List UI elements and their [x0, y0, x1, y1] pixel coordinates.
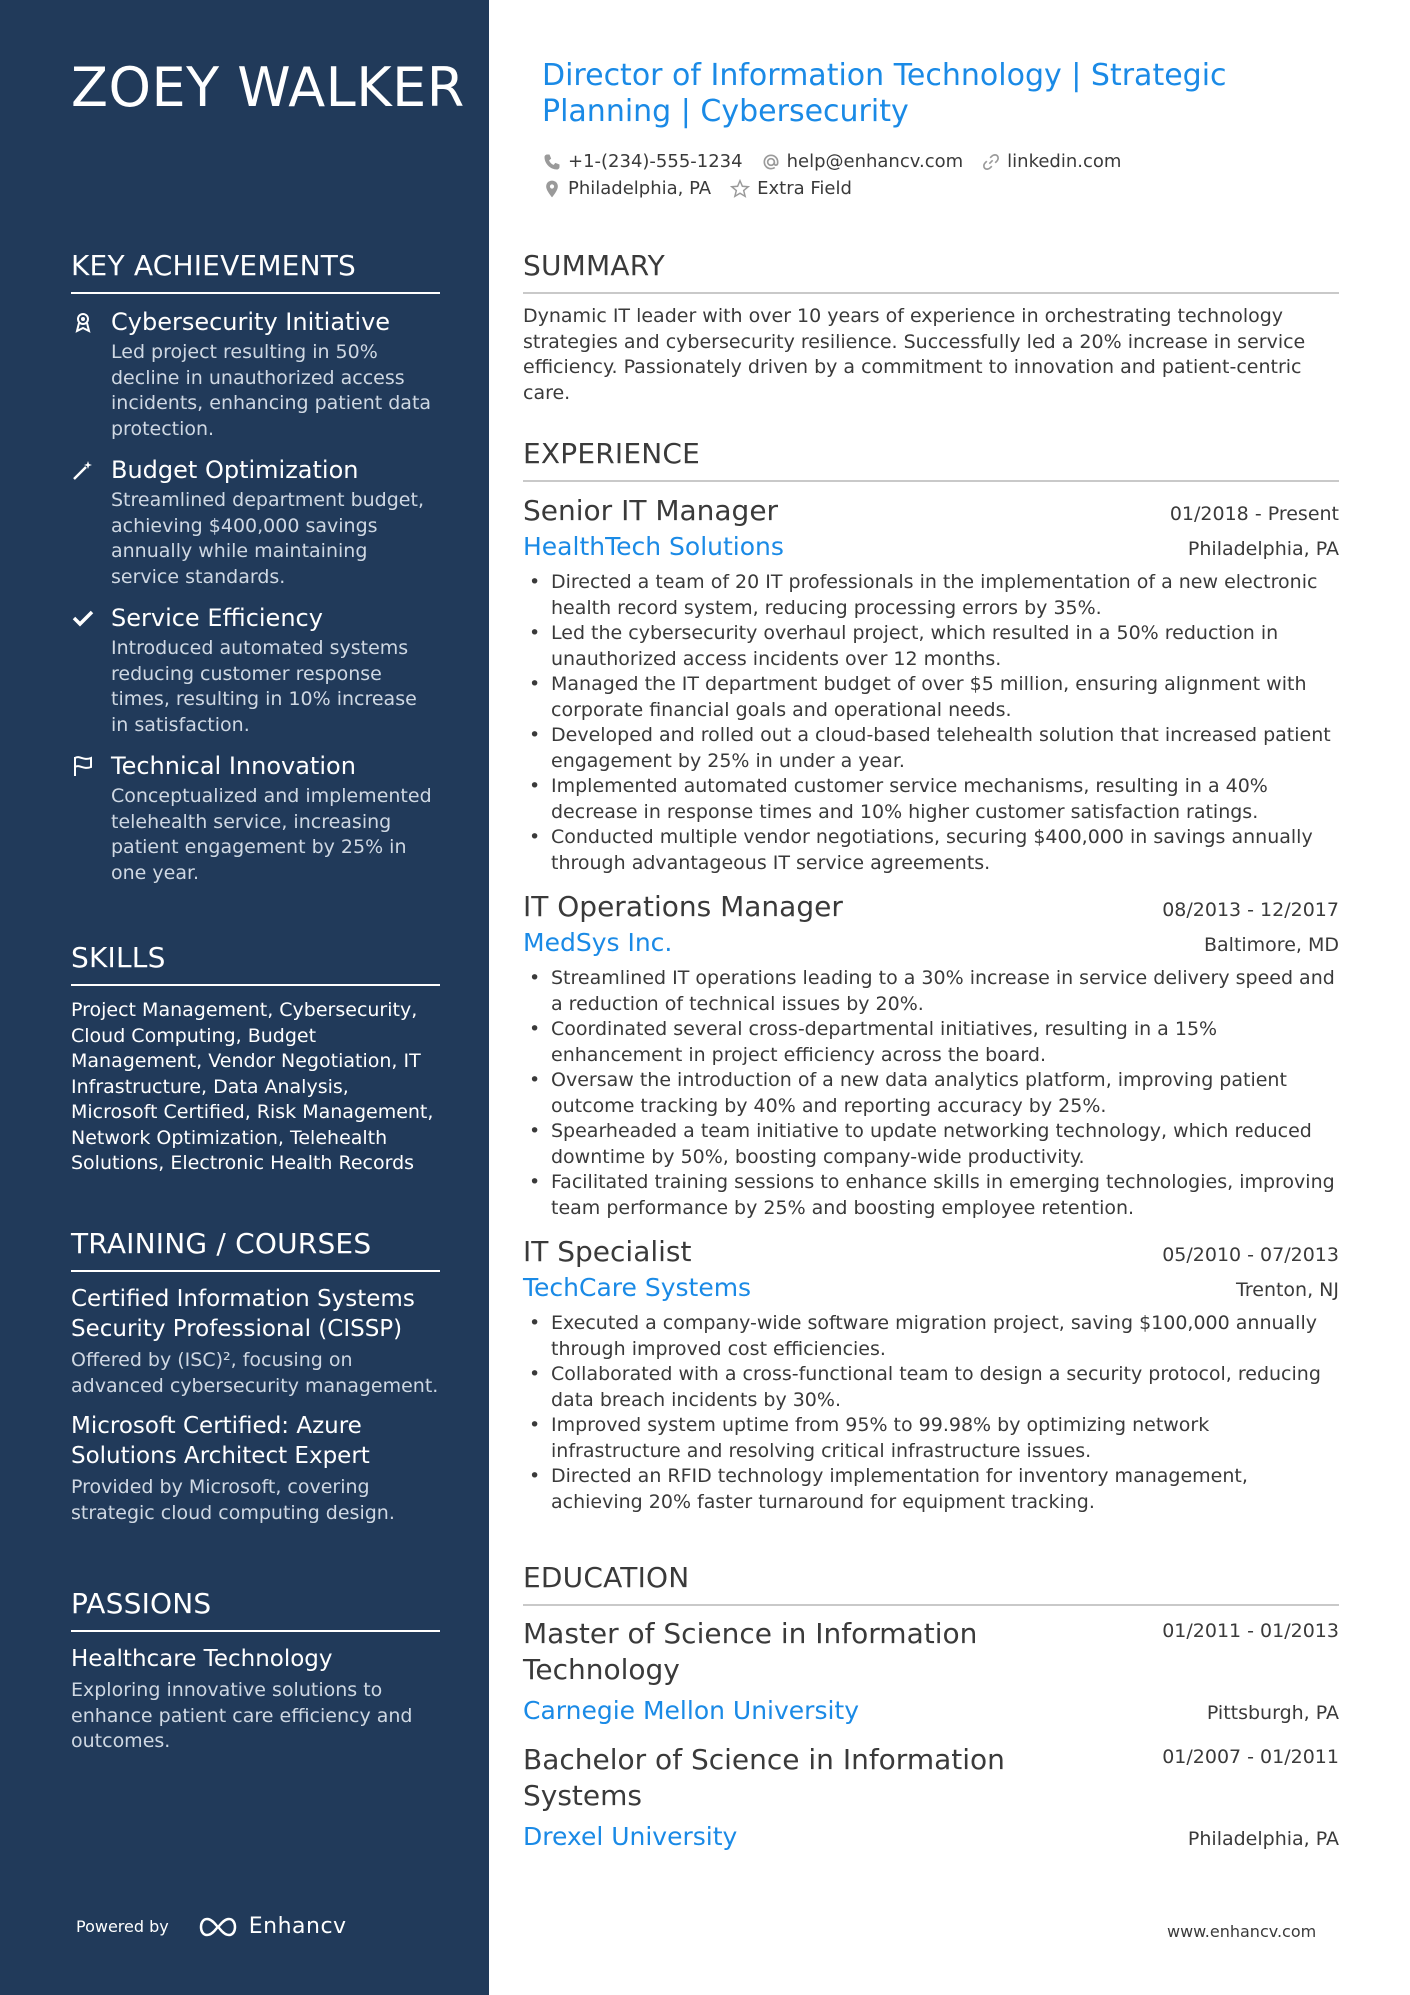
- passions-section: [71, 1586, 440, 1767]
- candidate-name: ZOEY WALKER: [71, 56, 465, 119]
- summary-section: [523, 248, 1339, 406]
- powered-by: [76, 1914, 347, 1939]
- achievement-title: Budget Optimization: [111, 456, 359, 484]
- job-bullet: • Streamlined IT operations leading to a 30% increase in service delivery speed and a reduction of technical issues by 20%.: [523, 966, 1339, 1017]
- job-title: IT Operations Manager: [523, 890, 843, 923]
- job-date: 08/2013 - 12/2017: [1162, 899, 1339, 921]
- education-school: Drexel University: [523, 1822, 738, 1851]
- skills-section: [71, 940, 440, 1177]
- location-pin-icon: [542, 179, 562, 199]
- job-bullet: • Managed the IT department budget of over $5 million, ensuring alignment with corporate financial goals and operational needs.: [523, 672, 1339, 723]
- achievement-desc: Conceptualized and implemented telehealth service, increasing patient engagement by 25% in one year.: [111, 785, 432, 884]
- star-icon: [729, 178, 751, 200]
- passion-title: Healthcare Technology: [71, 1646, 333, 1672]
- job-title: Senior IT Manager: [523, 494, 779, 527]
- job-location: Baltimore, MD: [1203, 934, 1339, 956]
- contact-extra: [729, 178, 852, 200]
- flag-icon: [71, 754, 95, 778]
- passion-item: [71, 1644, 440, 1755]
- course-title: Certified Information Systems Security Professional (CISSP): [71, 1286, 415, 1342]
- achievement-desc: Introduced automated systems reducing customer response times, resulting in 10% increase in satisfaction.: [111, 637, 417, 736]
- education-location: Philadelphia, PA: [1187, 1828, 1339, 1850]
- job-bullets: [523, 1311, 1339, 1515]
- achievement-title: Technical Innovation: [111, 752, 356, 780]
- job-date: 01/2018 - Present: [1169, 503, 1339, 525]
- education-location: Pittsburgh, PA: [1206, 1702, 1339, 1724]
- at-icon: [761, 152, 781, 172]
- linkedin-text: linkedin.com: [1007, 151, 1122, 172]
- key-achievements-title: KEY ACHIEVEMENTS: [71, 248, 440, 294]
- achievement-desc: Led project resulting in 50% decline in unauthorized access incidents, enhancing patient data protection.: [111, 341, 432, 440]
- extra-text: Extra Field: [757, 178, 852, 199]
- experience-title: EXPERIENCE: [523, 436, 1339, 482]
- training-section: [71, 1226, 440, 1538]
- headline: Director of Information Technology | Strategic Planning | Cybersecurity: [542, 58, 1227, 129]
- experience-section: [523, 436, 1339, 1527]
- job-bullet: • Spearheaded a team initiative to update networking technology, which reduced downtime by 50%, boosting company-wide productivity.: [523, 1119, 1339, 1170]
- job-title: IT Specialist: [523, 1235, 692, 1268]
- magic-wand-icon: [71, 458, 95, 482]
- course-desc: Offered by (ISC)², focusing on advanced cybersecurity management.: [71, 1349, 439, 1397]
- education-section: [523, 1560, 1339, 1868]
- enhancv-logo-icon: [195, 1915, 241, 1939]
- job-bullet: • Oversaw the introduction of a new data analytics platform, improving patient outcome tracking by 40% and reporting accuracy by 25%.: [523, 1068, 1339, 1119]
- education-entry: [523, 1616, 1339, 1728]
- key-achievements-section: [71, 248, 440, 898]
- job-entry: [523, 888, 1339, 1221]
- education-degree: Bachelor of Science in Information Systems: [523, 1743, 1005, 1812]
- job-entry: [523, 492, 1339, 876]
- achievement-item: [71, 454, 440, 590]
- job-bullet: • Executed a company-wide software migration project, saving $100,000 annually through improved cost efficiencies.: [523, 1311, 1339, 1362]
- summary-title: SUMMARY: [523, 248, 1339, 294]
- achievement-item: [71, 750, 440, 886]
- education-degree: Master of Science in Information Technology: [523, 1617, 978, 1686]
- job-location: Trenton, NJ: [1236, 1279, 1339, 1301]
- job-bullet: • Directed an RFID technology implementation for inventory management, achieving 20% faster turnaround for equipment tracking.: [523, 1464, 1339, 1515]
- job-bullet: • Coordinated several cross-departmental initiatives, resulting in a 15% enhancement in project efficiency across the board.: [523, 1017, 1339, 1068]
- job-location: Philadelphia, PA: [1187, 538, 1339, 560]
- job-company: HealthTech Solutions: [523, 532, 784, 561]
- achievement-title: Service Efficiency: [111, 604, 323, 632]
- education-date: 01/2007 - 01/2011: [1162, 1746, 1339, 1768]
- job-bullet: • Led the cybersecurity overhaul project, which resulted in a 50% reduction in unauthorized access incidents over 12 months.: [523, 621, 1339, 672]
- job-bullet: • Conducted multiple vendor negotiations, securing $400,000 in savings annually through advantageous IT service agreements.: [523, 825, 1339, 876]
- course-title: Microsoft Certified: Azure Solutions Architect Expert: [71, 1413, 370, 1469]
- training-title: TRAINING / COURSES: [71, 1226, 440, 1272]
- contact-phone[interactable]: [542, 151, 743, 172]
- summary-text: Dynamic IT leader with over 10 years of experience in orchestrating technology strategies and cybersecurity resilience. Successfully led a 20% increase in service efficiency. Passionately driven by a commitment to innovation and patient-centric care.: [523, 305, 1306, 404]
- checkmark-icon: [71, 606, 95, 630]
- location-text: Philadelphia, PA: [568, 178, 712, 199]
- skills-list: Project Management, Cybersecurity, Cloud Computing, Budget Management, Vendor Negotiation, IT Infrastructure, Data Analysis, Microsoft Certified, Risk Management, Network Optimization, Telehealth Solutions, Electronic Health Records: [71, 999, 434, 1174]
- job-bullets: [523, 570, 1339, 876]
- education-entry: [523, 1742, 1339, 1854]
- passions-title: PASSIONS: [71, 1586, 440, 1632]
- achievement-item: [71, 306, 440, 442]
- footer-url[interactable]: www.enhancv.com: [1167, 1922, 1317, 1941]
- course-item: [71, 1284, 440, 1399]
- job-bullet: • Implemented automated customer service mechanisms, resulting in a 40% decrease in response times and 10% higher customer satisfaction ratings.: [523, 774, 1339, 825]
- course-desc: Provided by Microsoft, covering strategic cloud computing design.: [71, 1476, 395, 1524]
- contact-email[interactable]: [761, 151, 964, 172]
- passion-desc: Exploring innovative solutions to enhance patient care efficiency and outcomes.: [71, 1679, 413, 1752]
- phone-icon: [542, 152, 562, 172]
- job-bullets: [523, 966, 1339, 1221]
- contact-info: [542, 148, 1322, 202]
- course-item: [71, 1411, 440, 1526]
- job-company: MedSys Inc.: [523, 928, 673, 957]
- enhancv-logo[interactable]: [195, 1914, 347, 1939]
- achievement-desc: Streamlined department budget, achieving $400,000 savings annually while maintaining service standards.: [111, 489, 424, 588]
- email-text: help@enhancv.com: [786, 151, 964, 172]
- contact-linkedin[interactable]: [981, 151, 1121, 172]
- job-date: 05/2010 - 07/2013: [1162, 1244, 1339, 1266]
- achievement-title: Cybersecurity Initiative: [111, 308, 391, 336]
- award-icon: [71, 310, 95, 334]
- powered-by-label: Powered by: [76, 1917, 169, 1936]
- achievement-item: [71, 602, 440, 738]
- job-bullet: • Collaborated with a cross-functional team to design a security protocol, reducing data breach incidents by 30%.: [523, 1362, 1339, 1413]
- job-entry: [523, 1233, 1339, 1515]
- link-icon: [981, 152, 1001, 172]
- education-school: Carnegie Mellon University: [523, 1696, 860, 1725]
- skills-title: SKILLS: [71, 940, 440, 986]
- job-company: TechCare Systems: [523, 1273, 752, 1302]
- enhancv-brand: Enhancv: [248, 1914, 347, 1939]
- contact-location: [542, 178, 711, 199]
- job-bullet: • Improved system uptime from 95% to 99.98% by optimizing network infrastructure and resolving critical infrastructure issues.: [523, 1413, 1339, 1464]
- job-bullet: • Developed and rolled out a cloud-based telehealth solution that increased patient engagement by 25% in under a year.: [523, 723, 1339, 774]
- phone-text: +1-(234)-555-1234: [568, 151, 743, 172]
- job-bullet: • Facilitated training sessions to enhance skills in emerging technologies, improving team performance by 25% and boosting employee retention.: [523, 1170, 1339, 1221]
- education-date: 01/2011 - 01/2013: [1162, 1620, 1339, 1642]
- job-bullet: • Directed a team of 20 IT professionals in the implementation of a new electronic health record system, reducing processing errors by 35%.: [523, 570, 1339, 621]
- education-title: EDUCATION: [523, 1560, 1339, 1606]
